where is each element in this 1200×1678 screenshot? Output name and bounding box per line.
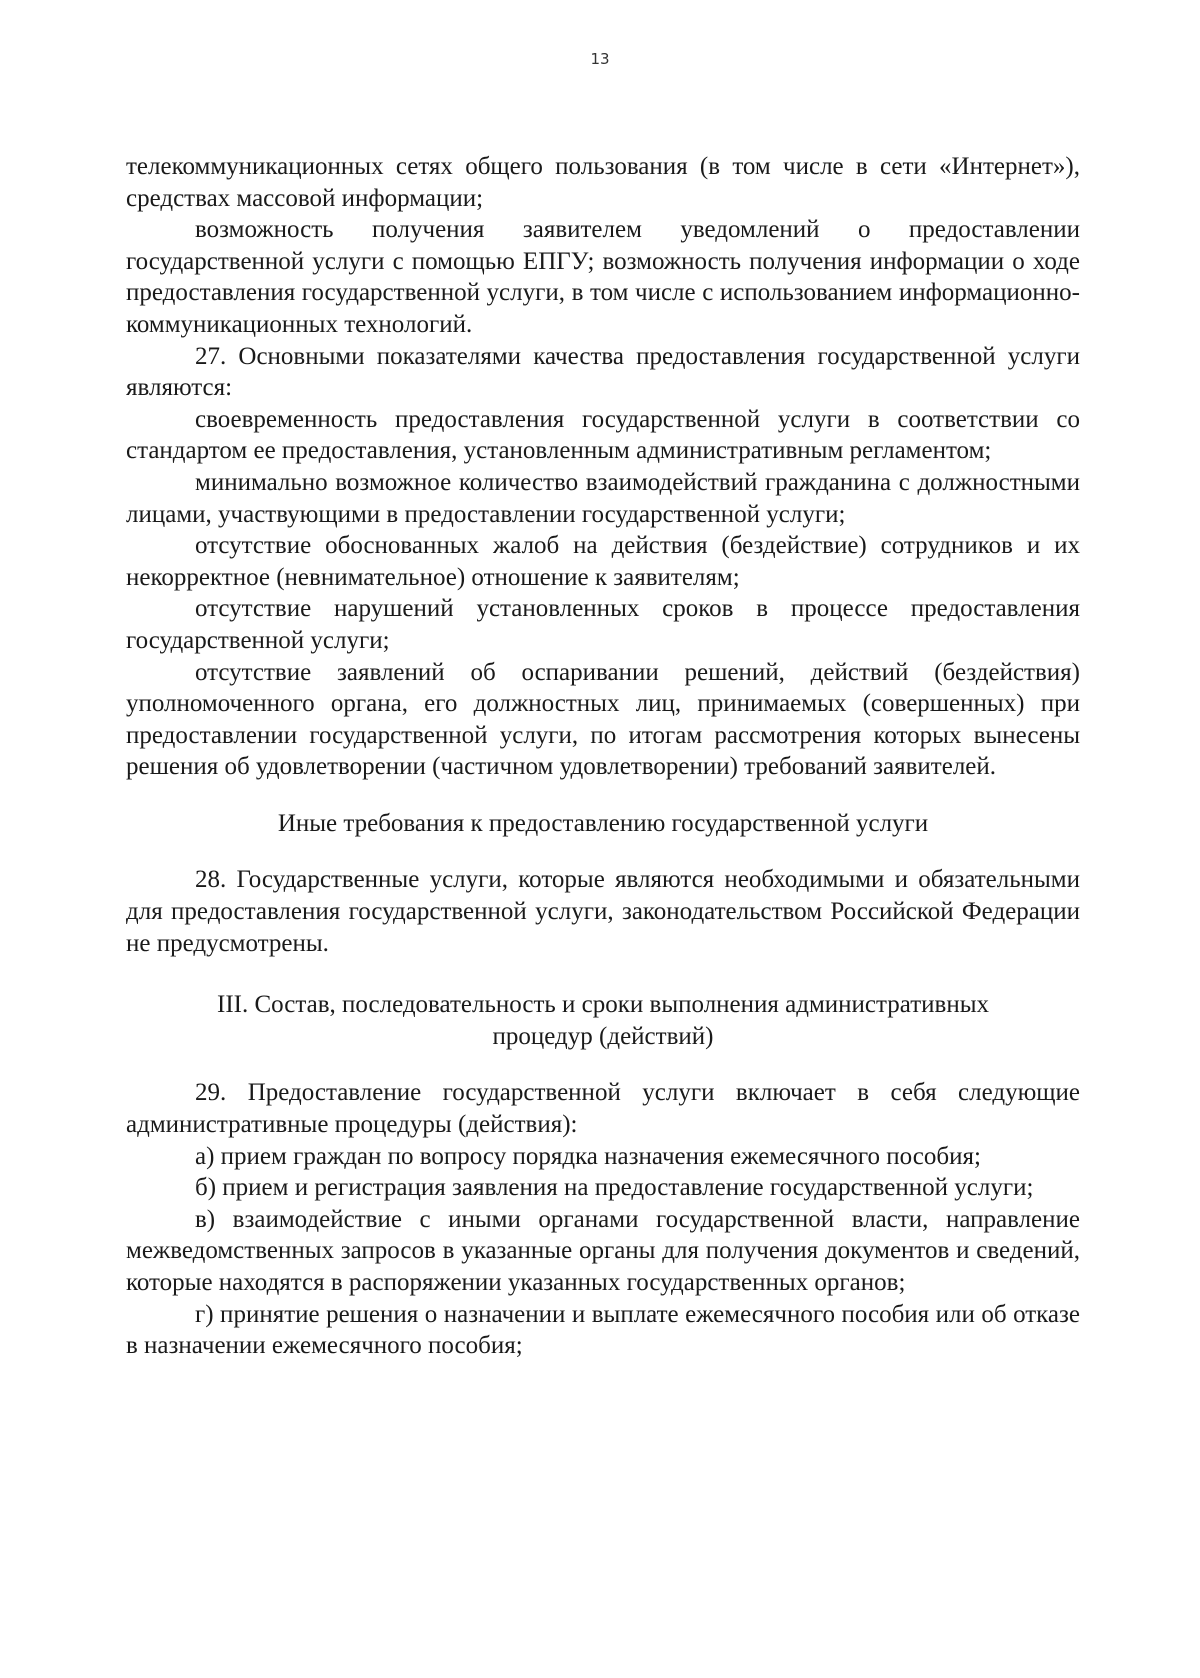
- paragraph: телекоммуникационных сетях общего пользования (в том числе в сети «Интернет»), средствах массовой информации;: [126, 153, 1080, 212]
- paragraph: возможность получения заявителем уведомлений о предоставлении государственной услуги с помощью ЕПГУ; возможность получения информации о ходе предоставления государственной услуги, в том числе с использованием информационно-коммуникационных технологий.: [126, 216, 1080, 338]
- paragraph: отсутствие нарушений установленных сроков в процессе предоставления государственной услуги;: [126, 595, 1080, 654]
- paragraph: своевременность предоставления государственной услуги в соответствии со стандартом ее предоставления, установленным административным регламентом;: [126, 405, 1080, 465]
- section-heading-other-requirements: Иные требования к предоставлению государственной услуги: [277, 809, 929, 837]
- page-number: 13: [590, 50, 610, 68]
- list-item-v: в) взаимодействие с иными органами государственной власти, направление межведомственных запросов в указанные органы для получения документов и сведений, которые находятся в распоряжении указанных государственных органов;: [126, 1205, 1080, 1296]
- list-item-g: г) принятие решения о назначении и выплате ежемесячного пособия или об отказе в назначении ежемесячного пособия;: [126, 1300, 1080, 1360]
- section-heading-3-line2: процедур (действий): [492, 1022, 714, 1050]
- list-item-b: б) прием и регистрация заявления на предоставление государственной услуги;: [195, 1174, 1034, 1202]
- paragraph: отсутствие обоснованных жалоб на действия (бездействие) сотрудников и их некорректное (невнимательное) отношение к заявителям;: [126, 532, 1080, 591]
- paragraph-item-27: 27. Основными показателями качества предоставления государственной услуги являются:: [126, 342, 1080, 402]
- list-item-a: а) прием граждан по вопросу порядка назначения ежемесячного пособия;: [195, 1142, 981, 1170]
- paragraph-item-28: 28. Государственные услуги, которые являются необходимыми и обязательными для предоставления государственной услуги, законодательством Российской Федерации не предусмотрены.: [126, 866, 1080, 957]
- paragraph-item-29: 29. Предоставление государственной услуги включает в себя следующие административные процедуры (действия):: [126, 1079, 1080, 1139]
- paragraph: отсутствие заявлений об оспаривании решений, действий (бездействия) уполномоченного органа, его должностных лиц, принимаемых (совершенных) при предоставлении государственной услуги, по итогам рассмотрения которых вынесены решения об удовлетворении (частичном удовлетворении) требований заявителей.: [126, 658, 1080, 781]
- section-heading-3-line1: III. Состав, последовательность и сроки выполнения административных: [217, 991, 989, 1019]
- document-body: [126, 151, 1080, 1362]
- paragraph: минимально возможное количество взаимодействий гражданина с должностными лицами, участвующими в предоставлении государственной услуги;: [126, 468, 1080, 528]
